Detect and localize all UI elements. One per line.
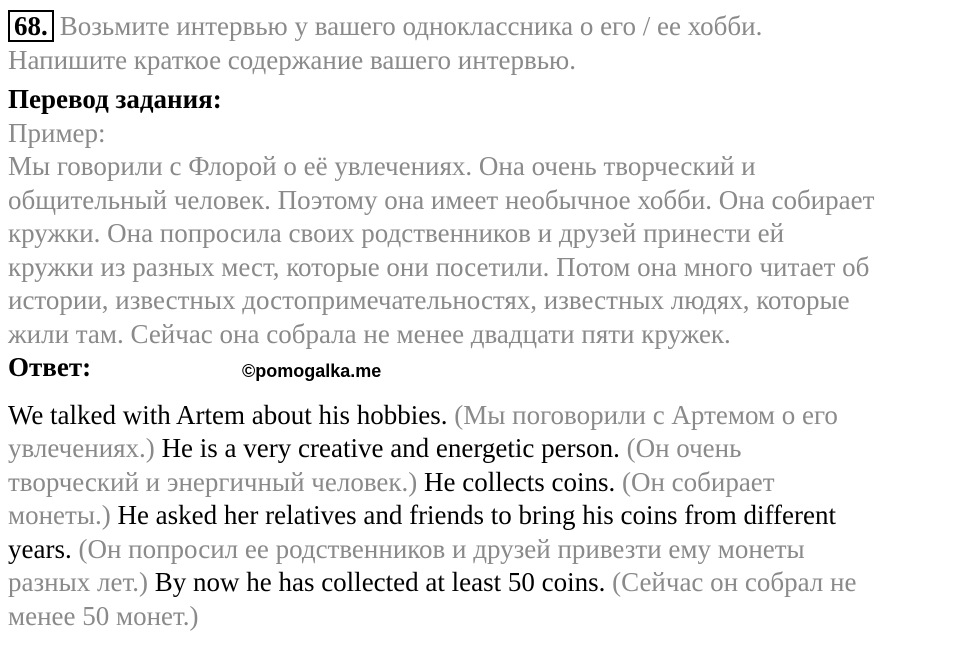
translation-line: жили там. Сейчас она собрала не менее двадцати пяти кружек. — [8, 318, 731, 349]
answer-segment: We talked with Artem about his hobbies. — [8, 399, 448, 430]
answer-line — [8, 533, 952, 567]
answer-segment: (Сейчас он собрал не — [605, 567, 857, 597]
task-line-2: Напишите краткое содержание вашего интервью. — [8, 44, 576, 75]
answer-line — [8, 432, 952, 466]
translation-line: истории, известных достопримечательностях, известных людях, которые — [8, 285, 850, 315]
task-text-1: Возьмите интервью у вашего одноклассника о его / ее хобби. — [59, 11, 763, 41]
task-number: 68. — [8, 10, 54, 42]
translation-line: общительный человек. Поэтому она имеет необычное хобби. Она собирает — [8, 184, 875, 215]
answer-line — [8, 566, 952, 600]
translation-line: кружки. Она попросила своих родственников и друзей принести ей — [8, 218, 785, 248]
answer-segment: увлечениях.) — [8, 433, 155, 463]
translation-line: Мы говорили с Флорой о её увлечениях. Она очень творческий и — [8, 151, 756, 181]
answer-segment: years. — [8, 533, 72, 564]
watermark: ©pomogalka.me — [242, 361, 382, 381]
translation-heading: Перевод задания: — [8, 84, 222, 114]
answer-segment: (Мы поговорили с Артемом о его — [447, 399, 838, 430]
answer-segment: менее 50 монет.) — [8, 600, 199, 631]
answer-segment: By now he has collected at least 50 coins. — [147, 567, 606, 597]
answer-segment: (Он попросил ее родственников и друзей привезти ему монеты — [71, 533, 805, 564]
answer-segment: He collects coins. — [417, 466, 616, 497]
answer-line — [8, 499, 952, 533]
answer-segment: разных лет.) — [8, 567, 148, 597]
answer-line — [8, 466, 952, 500]
task-line-1 — [8, 10, 952, 44]
document-page — [8, 10, 952, 633]
translation-line: кружки из разных мест, которые они посетили. Потом она много читает об — [8, 251, 870, 282]
answer-segment: монеты.) — [8, 500, 111, 530]
answer-segment: He asked her relatives and friends to bring his coins from different — [110, 500, 836, 530]
answer-segment: He is a very creative and energetic person. — [154, 433, 620, 463]
translation-example-label: Пример: — [8, 117, 106, 148]
answer-line — [8, 600, 952, 634]
answer-segment: (Он очень — [619, 433, 742, 463]
answer-line — [8, 399, 952, 433]
answer-segment: творческий и энергичный человек.) — [8, 466, 418, 497]
answer-heading: Ответ: — [8, 352, 92, 382]
answer-segment: (Он собирает — [615, 466, 775, 497]
